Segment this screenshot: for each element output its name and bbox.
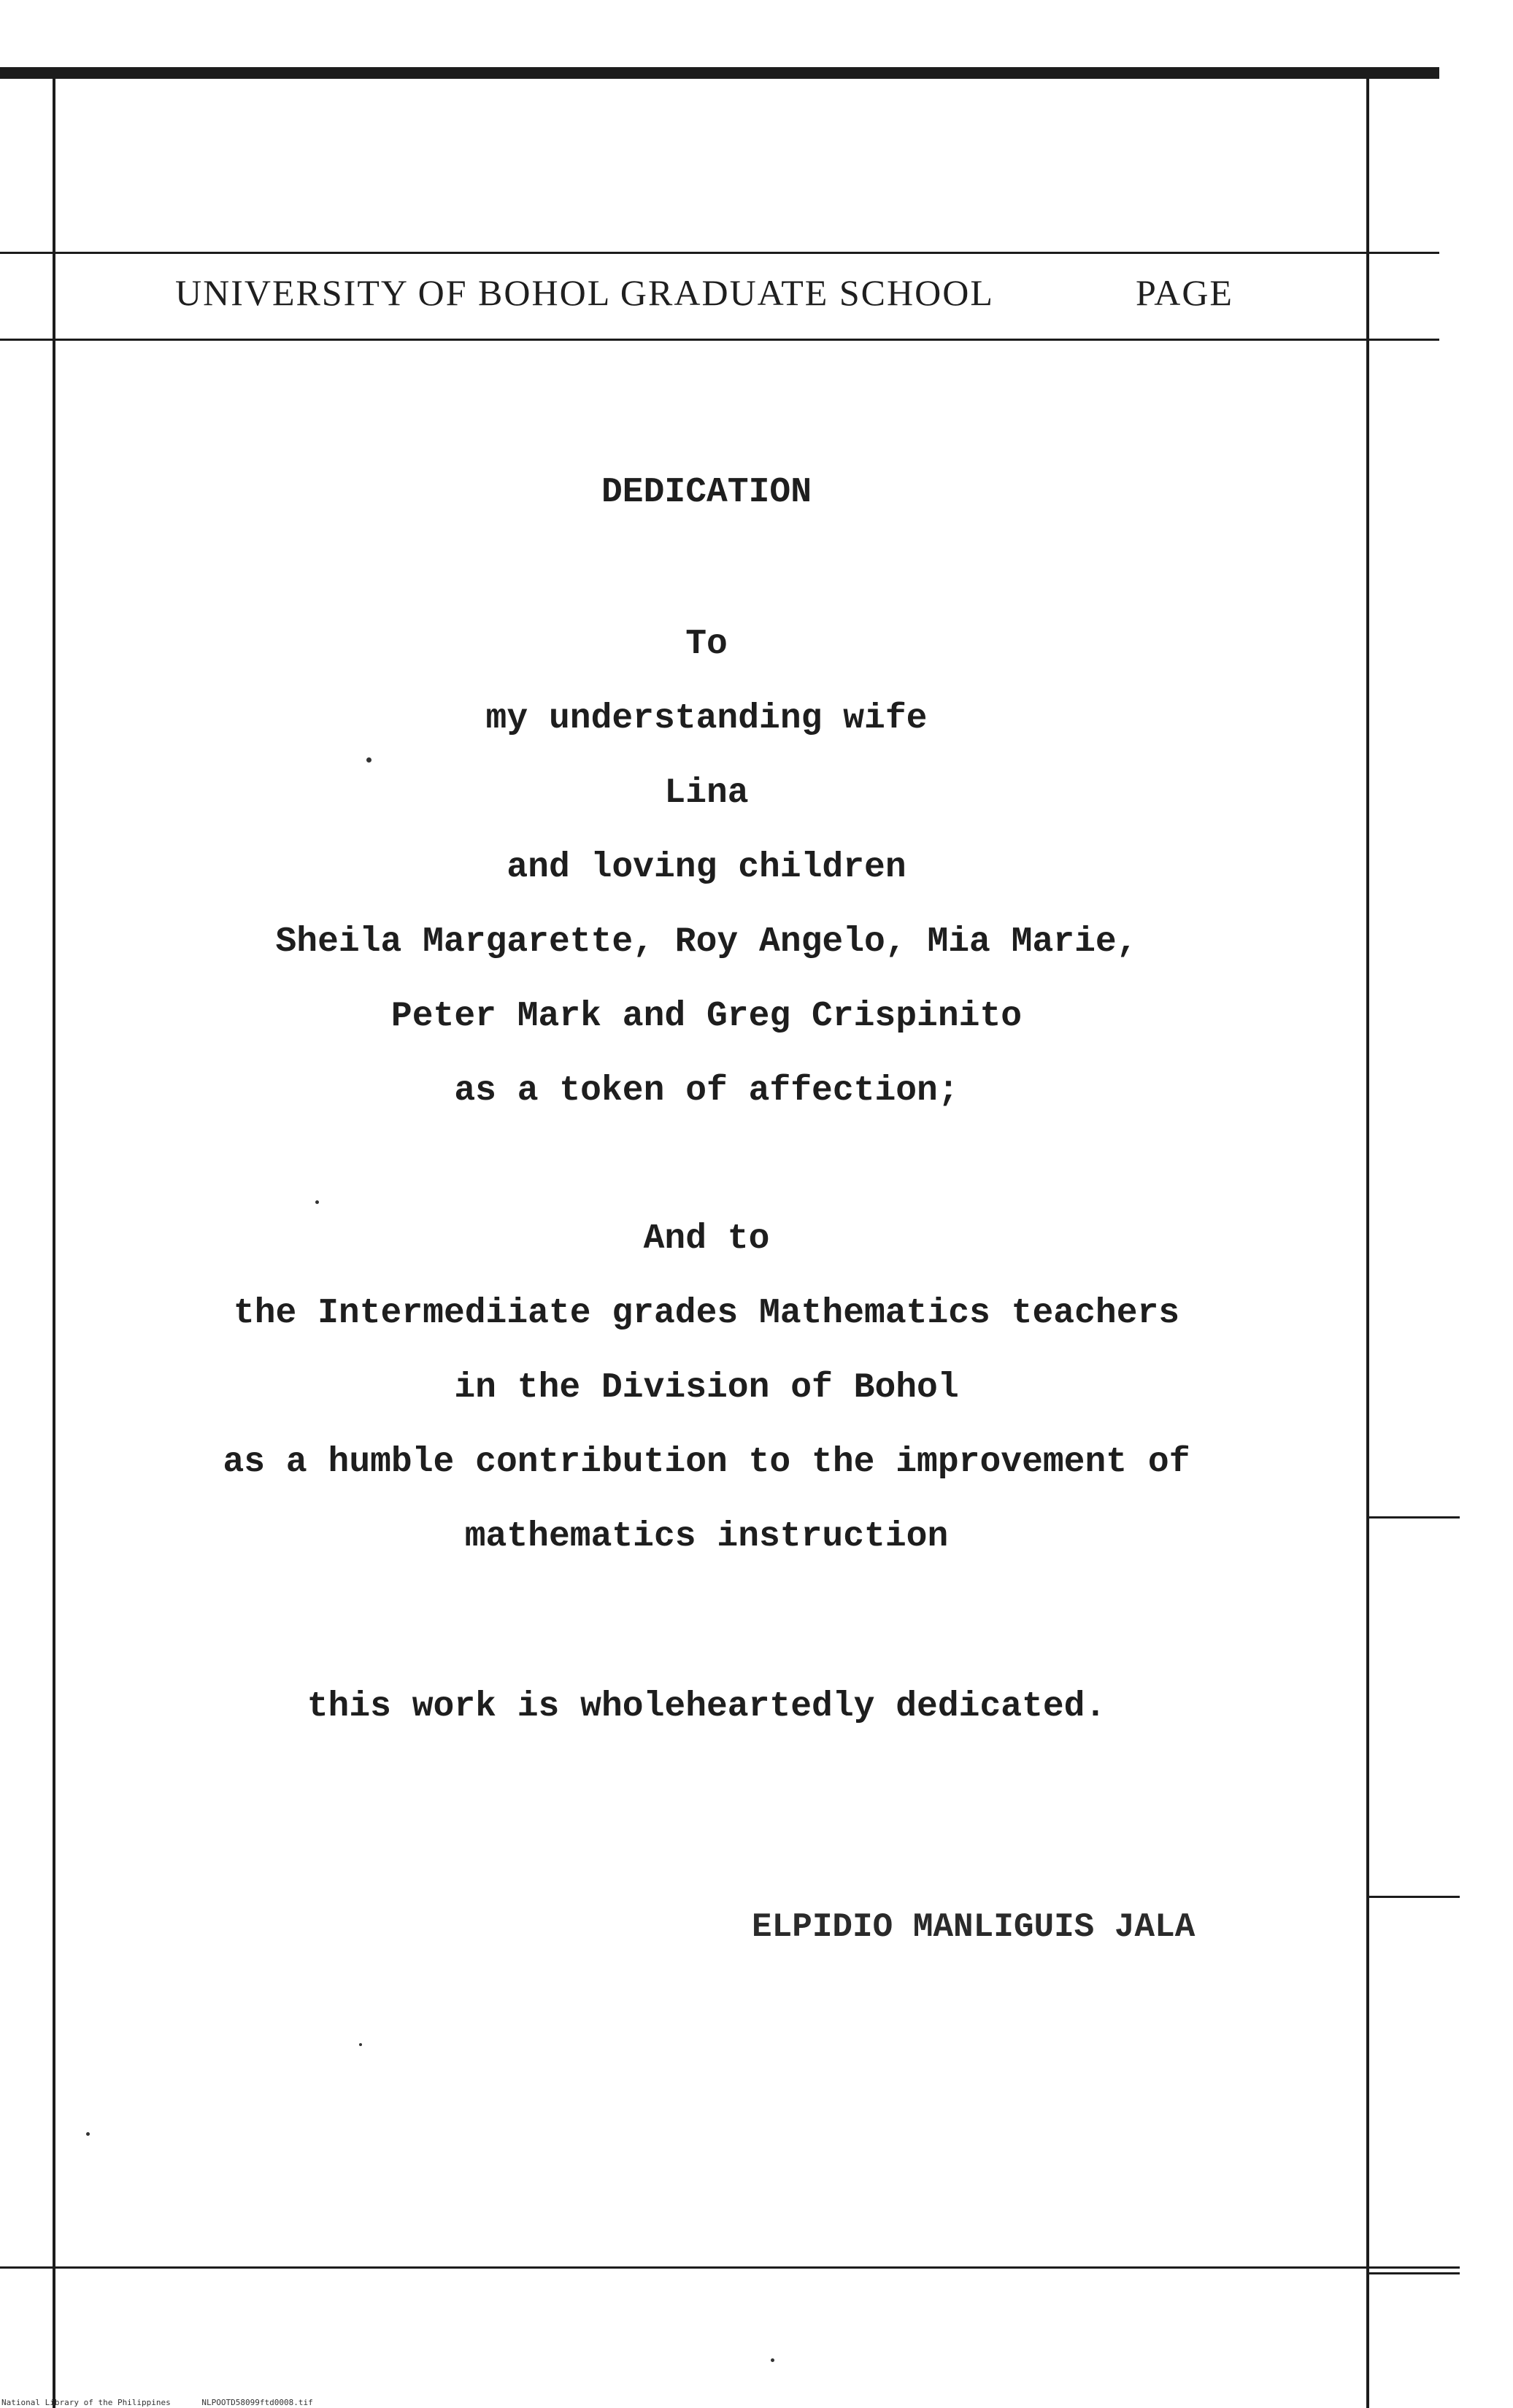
- scan-speck: [315, 1200, 319, 1204]
- scan-source: National Library of the Philippines: [1, 2398, 171, 2407]
- dedication-line: And to: [643, 1219, 770, 1259]
- dedication-line: my understanding wife: [485, 699, 928, 738]
- dedication-line: the Intermediiate grades Mathematics teachers: [233, 1294, 1180, 1333]
- scan-speck: [359, 2043, 362, 2046]
- dedication-line: Peter Mark and Greg Crispinito: [390, 997, 1023, 1036]
- scan-footer: [1, 2398, 313, 2407]
- scan-speck: [771, 2358, 774, 2362]
- right-margin-tick: [1369, 2272, 1460, 2274]
- dedication-line: this work is wholeheartedly dedicated.: [307, 1687, 1106, 1726]
- header-top-rule: [0, 252, 1439, 254]
- dedication-title: DEDICATION: [601, 473, 812, 512]
- dedication-line: as a humble contribution to the improvement of: [223, 1443, 1190, 1482]
- bottom-rule: [0, 2266, 1460, 2269]
- scan-speck: [366, 757, 371, 763]
- right-margin-tick: [1369, 1896, 1460, 1898]
- dedication-line: and loving children: [507, 848, 906, 887]
- page-header: [175, 271, 1255, 314]
- author-signature: ELPIDIO MANLIGUIS JALA: [752, 1908, 1196, 1946]
- header-bottom-rule: [0, 339, 1439, 341]
- top-border: [0, 67, 1439, 79]
- dedication-line: as a token of affection;: [454, 1071, 959, 1111]
- dedication-line: Lina: [664, 773, 749, 813]
- scan-speck: [86, 2132, 90, 2136]
- institution-name: UNIVERSITY OF BOHOL GRADUATE SCHOOL: [175, 272, 994, 313]
- dedication-line: mathematics instruction: [464, 1517, 949, 1556]
- dedication-line: in the Division of Bohol: [454, 1368, 959, 1408]
- scan-file-code: NLPOOTD58099ftd0008.tif: [201, 2398, 313, 2407]
- dedication-line: To: [685, 625, 728, 664]
- dedication-line: Sheila Margarette, Roy Angelo, Mia Marie,: [275, 922, 1138, 962]
- page-label: PAGE: [1136, 272, 1233, 313]
